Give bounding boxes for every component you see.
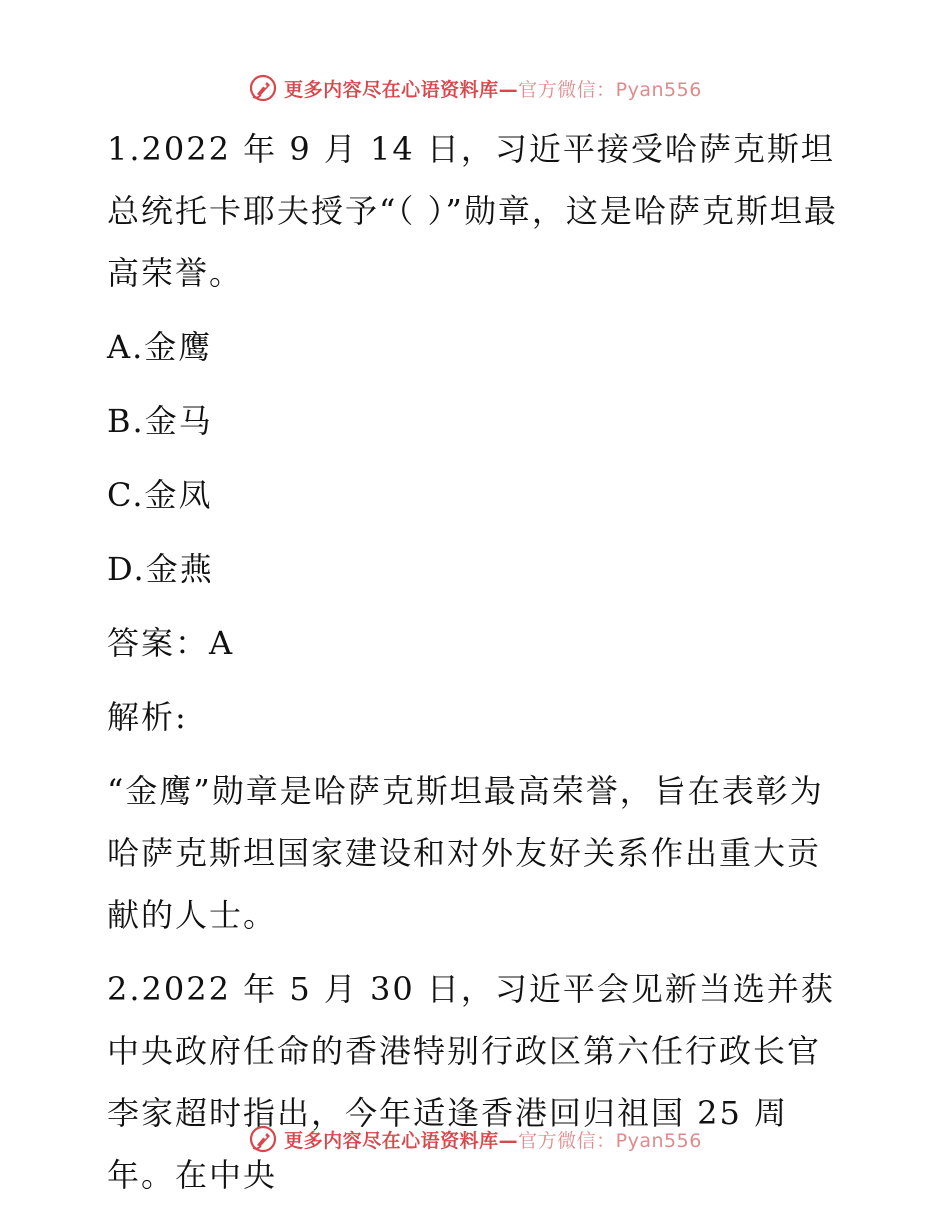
question-1-stem: 1.2022 年 9 月 14 日，习近平接受哈萨克斯坦总统托卡耶夫授予“（ ）”勋章，这是哈萨克斯坦最高荣誉。 xyxy=(107,130,838,292)
pen-nib-logo-icon xyxy=(248,1124,278,1154)
watermark-contact-text: 官方微信：Pyan556 xyxy=(518,1129,702,1152)
question-1-analysis: “金鹰”勋章是哈萨克斯坦最高荣誉，旨在表彰为哈萨克斯坦国家建设和对外友好关系作出重大贡献的人士。 xyxy=(107,772,824,934)
watermark-site-text: 更多内容尽在心语资料库— xyxy=(284,1129,519,1152)
question-1-option-c: C.金凤 xyxy=(107,476,213,514)
watermark-site-text: 更多内容尽在心语资料库— xyxy=(284,78,519,101)
question-1-option-a: A.金鹰 xyxy=(107,328,213,366)
footer-watermark xyxy=(0,1124,950,1154)
pen-nib-logo-icon xyxy=(248,73,278,103)
question-2-stem: 2.2022 年 5 月 30 日，习近平会见新当选并获中央政府任命的香港特别行政区第六任行政长官李家超时指出，今年适逢香港回归祖国 25 周年。在中央 xyxy=(107,970,835,1194)
watermark-contact-text: 官方微信：Pyan556 xyxy=(518,78,702,101)
question-1-answer: 答案：A xyxy=(107,624,235,662)
question-1-option-b: B.金马 xyxy=(107,402,213,440)
document-body xyxy=(97,118,852,1206)
header-watermark xyxy=(0,73,950,103)
question-1-option-d: D.金燕 xyxy=(107,550,214,588)
question-1-analysis-label: 解析: xyxy=(107,698,188,736)
